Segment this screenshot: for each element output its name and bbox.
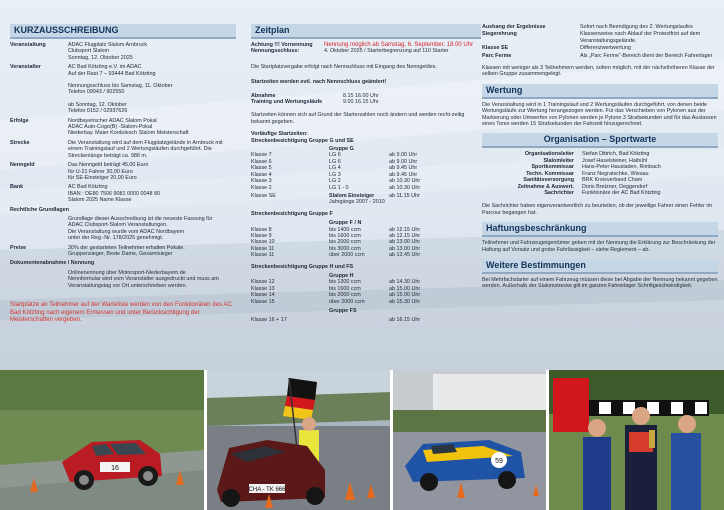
se-class: Klasse SE bbox=[251, 192, 276, 199]
class-name: Klasse 14 bbox=[251, 292, 275, 299]
org-role: Sachrichter bbox=[544, 189, 574, 196]
info-row bbox=[10, 162, 236, 181]
info-line: Nennformular wird vom Veranstalter ausgedruckt und muss am bbox=[68, 276, 219, 283]
class-category: über 2000 ccm bbox=[329, 298, 365, 305]
se-row bbox=[251, 193, 481, 206]
info-value bbox=[68, 42, 236, 61]
result-row bbox=[482, 31, 718, 44]
class-category: bis 1400 ccm bbox=[329, 226, 361, 233]
info-label: Erfolge bbox=[10, 117, 29, 124]
heading-text: KURZAUSSCHREIBUNG bbox=[14, 25, 119, 35]
class-category: LG 6 bbox=[329, 158, 341, 165]
info-line: Gruppensieger, Beste Dame, Gesamtsieger bbox=[68, 250, 173, 257]
info-label: Veranstaltung bbox=[10, 42, 46, 48]
class-time: ab 15.00 Uhr bbox=[389, 285, 421, 292]
class-time: ab 9.00 Uhr bbox=[389, 158, 418, 165]
info-row bbox=[10, 260, 236, 266]
class-time: ab 10.30 Uhr bbox=[389, 178, 421, 185]
class-category: LG 1 - 0 bbox=[329, 184, 349, 191]
info-label: Preise bbox=[10, 244, 27, 251]
class-name: Klasse 2 bbox=[251, 184, 272, 191]
class-name: Klasse 5 bbox=[251, 165, 272, 172]
schedule-label: Training und Wertungsläufe bbox=[251, 99, 323, 106]
info-row bbox=[10, 140, 236, 159]
heading-text: Zeitplan bbox=[255, 25, 290, 35]
info-line: für U-21 Fahrer 30,00 Euro bbox=[68, 168, 133, 175]
info-row bbox=[10, 42, 236, 61]
result-row bbox=[482, 45, 718, 51]
info-line: 30% der gestarteten Teilnehmer erhalten Pokale. bbox=[68, 244, 185, 251]
info-line: Veranstaltungstag vor Ort unterschrieben werden. bbox=[68, 282, 187, 289]
blue-yellow-car-image bbox=[393, 370, 549, 510]
org-role: Techn. Kommissar bbox=[526, 170, 574, 177]
info-line: ADAC Clubsport-Slalom Veranstaltungen. bbox=[68, 222, 168, 229]
group-h-table bbox=[251, 279, 481, 305]
section-heading-kurzausschreibung bbox=[10, 24, 236, 39]
org-role: Slalomleiter bbox=[543, 157, 574, 164]
org-name: Funktionäre der AC Bad Kötzting bbox=[582, 189, 661, 196]
org-name: Franz Negratschke, Wiesau bbox=[582, 170, 649, 177]
license-plate: CHA - TK 666 bbox=[248, 487, 286, 493]
class-time: ab 9.45 Uhr bbox=[389, 165, 418, 172]
info-line: Nennungsschluss bis Samstag, 11. Oktober bbox=[68, 83, 173, 90]
info-line: ADAC Flugplatz Slalom Arnbruck bbox=[68, 42, 148, 48]
section-heading-zeitplan bbox=[251, 24, 481, 39]
class-category bbox=[329, 317, 389, 323]
class-name: Klasse 6 bbox=[251, 158, 272, 165]
weitere-text: Bei Mehrfachstarter auf einem Fahrzeug müssen diese bei Abgabe der Nennung bekannt gegeben werden. Außerhalb der Slalomstrecke gilt im ganzen Fahrerlager Schrittgeschwindigkeit. bbox=[482, 276, 718, 290]
result-value: Differenzwertwertung bbox=[580, 45, 631, 52]
haftung-text: Teilnehmer und Fahrzeugeigentümer geben mit der Nennung die Erklärung zur Beschränkung der Haftung auf Vorsatz und grobe Fahrlässigkeit – siehe Reglement – ab. bbox=[482, 240, 716, 253]
besichtigung-h-fs: Streckenbesichtigung Gruppe H und FS bbox=[251, 263, 354, 270]
photo-podium bbox=[546, 370, 724, 510]
info-line: AC Bad Kötzting e.V. im ADAC bbox=[68, 64, 142, 71]
se-years: Jahrgänge 2007 - 2010 bbox=[329, 199, 385, 206]
info-line: Nordbayerischer ADAC Slalom Pokal bbox=[68, 117, 157, 124]
info-row bbox=[10, 270, 236, 289]
org-name: Doris Bretzner, Deggendorf bbox=[582, 183, 648, 190]
info-line: Niederbay. Maier Kordulesch Slalom Meisterschaft bbox=[68, 130, 189, 137]
heading-text: Wertung bbox=[486, 84, 523, 95]
info-value bbox=[68, 270, 236, 289]
class-name: Klasse 9 bbox=[251, 232, 272, 239]
result-label: Klasse SE bbox=[482, 45, 509, 52]
info-line: Sonntag, 12. Oktober 2025 bbox=[68, 54, 133, 61]
achtung-label: Achtung !!! Vornennung bbox=[251, 42, 313, 48]
result-value: Als „Parc Ferme“-Bereich dient der Bereich Fahrerlager bbox=[580, 52, 713, 59]
vorlaeufige-title: Vorläufige Startzeiten: bbox=[251, 131, 308, 138]
info-label: Veranstalter bbox=[10, 64, 41, 71]
class-category: LG 2 bbox=[329, 178, 341, 185]
mercedes-start-image bbox=[207, 370, 393, 510]
info-row bbox=[10, 118, 236, 137]
org-name: BRK Kreisverband Cham bbox=[582, 177, 643, 184]
group-g-label: Gruppe G bbox=[329, 146, 354, 153]
class-name: Klasse 4 bbox=[251, 171, 272, 178]
class-name: Klasse 11 bbox=[251, 252, 275, 259]
group-g-table bbox=[251, 152, 481, 190]
class-time: ab 10.30 Uhr bbox=[389, 184, 421, 191]
photo-strip bbox=[0, 370, 724, 510]
class-category: LG 6 bbox=[329, 152, 341, 159]
column-left bbox=[10, 0, 236, 324]
org-row bbox=[482, 190, 718, 196]
info-value bbox=[68, 216, 236, 242]
group-h-label: Gruppe H bbox=[329, 272, 354, 279]
class-category: LG 3 bbox=[329, 171, 341, 178]
info-row bbox=[10, 207, 236, 213]
info-value bbox=[68, 184, 236, 203]
se-time: ab 11.15 Uhr bbox=[389, 192, 420, 199]
class-category: bis 2000 ccm bbox=[329, 239, 361, 246]
nennschluss-label: Nennungsschluss: bbox=[251, 48, 300, 55]
heading-text: Organisation – Sportwarte bbox=[543, 134, 657, 145]
class-category: bis 1600 ccm bbox=[329, 232, 361, 239]
info-label bbox=[10, 216, 68, 242]
start-number-right: 59 bbox=[495, 458, 503, 465]
red-hatchback-image bbox=[0, 370, 204, 510]
info-line: Streckenlänge beträgt ca. 988 m. bbox=[68, 152, 148, 159]
schedule-row bbox=[251, 99, 481, 105]
info-label: Nenngeld bbox=[10, 162, 35, 169]
besichtigung-g-se: Streckenbesichtigung Gruppe G und SE bbox=[251, 137, 354, 144]
class-name: Klasse 13 bbox=[251, 285, 275, 292]
red-note: Startplätze an Teilnehmer auf der Warteliste werden von den Funktionären des AC Bad Kötzting nach eigenem Ermessen und unter Berücksichtigung der Meisterschaften vergeben. bbox=[10, 301, 232, 324]
startzeiten-note: Startzeiten werden evtl. nach Nennschluss geändert! bbox=[251, 79, 387, 86]
group-fs-label: Gruppe FS bbox=[329, 308, 357, 314]
info-line: Grundlage dieser Ausschreibung ist die neueste Fassung für bbox=[68, 215, 213, 222]
startzeiten-change-text: Startzeiten können sich auf Grund der Starterzahlen noch ändern und werden recht-zeitig bekannt gegeben. bbox=[251, 112, 465, 125]
info-label bbox=[10, 270, 68, 289]
class-time: ab 9.00 Uhr bbox=[389, 152, 418, 159]
info-line: Die Veranstaltung wurde vom ADAC Nordbayern bbox=[68, 228, 185, 235]
info-line: Telefon 09943 / 902550 bbox=[68, 89, 125, 96]
result-label: Siegerehrung bbox=[482, 31, 517, 38]
column-right bbox=[482, 0, 718, 290]
column-middle bbox=[251, 0, 481, 324]
class-time: ab 12.15 Uhr bbox=[389, 232, 421, 239]
result-value: Sofort nach Beendigung des 2. Wertungslaufes bbox=[580, 24, 693, 30]
heading-text: Haftungsbeschränkung bbox=[486, 223, 587, 234]
photo-blue-yellow-car bbox=[390, 370, 549, 510]
info-value bbox=[68, 245, 236, 258]
info-line: Die Veranstaltung wird auf dem Flugplatzgelände in Arnbruck mit bbox=[68, 139, 223, 146]
startplatz-text: Die Startplatzvergabe erfolgt nach Nennschluss mit Eingang des Nenngeldes. bbox=[251, 63, 437, 70]
org-role: Sanitätsversorgung bbox=[523, 177, 574, 184]
info-line: ADAC Auto-Cogo(B) -Slalom-Pokal bbox=[68, 124, 153, 131]
podium-image bbox=[549, 370, 724, 510]
class-name: Klasse 16 + 17 bbox=[251, 317, 287, 324]
info-line: ab Sonntag, 12. Oktober bbox=[68, 101, 127, 108]
class-name: Klasse 11 bbox=[251, 245, 275, 252]
class-category: LG 4 bbox=[329, 165, 341, 172]
info-value bbox=[68, 64, 236, 114]
info-label: Dokumentenabnahme / Nennung bbox=[10, 260, 95, 267]
info-line: für SE-Einsteiger 20,00 Euro bbox=[68, 174, 137, 181]
organisation-note: Die Sachrichter haben eigenverantwortlich zu beurteilen, ob der jeweilige Fahrer einen Fehler im Parcour begangen hat. bbox=[482, 203, 713, 216]
besichtigung-f: Streckenbesichtigung Gruppe F bbox=[251, 210, 333, 217]
org-role: Sportkommissar bbox=[531, 164, 574, 171]
org-role: Organisationsleiter bbox=[524, 151, 574, 158]
organisation-list bbox=[482, 151, 718, 196]
schedule-time: 8.15 16.00 Uhr bbox=[343, 92, 379, 99]
class-time: ab 9.45 Uhr bbox=[389, 171, 418, 178]
result-label: Aushang der Ergebnisse bbox=[482, 24, 546, 30]
info-line: Auf der Rast 7 – 93444 Bad Kötzting bbox=[68, 70, 156, 77]
kurzausschreibung-list bbox=[10, 42, 236, 289]
start-number-left: 16 bbox=[111, 465, 119, 472]
org-name: Stefan Dittrich, Bad Kötzting bbox=[582, 151, 650, 158]
schedule-time: 9.00 16.15 Uhr bbox=[343, 99, 379, 106]
class-time: ab 14.30 Uhr bbox=[389, 279, 421, 286]
class-time: ab 16.15 Uhr bbox=[389, 317, 421, 324]
group-fs-table bbox=[251, 317, 481, 323]
section-heading-organisation bbox=[482, 133, 718, 148]
info-line: Clubsport Slalom bbox=[68, 48, 110, 55]
info-label: Strecke bbox=[10, 139, 30, 146]
section-heading-haftung bbox=[482, 222, 718, 237]
class-name: Klasse 7 bbox=[251, 152, 272, 159]
group-fn-label: Gruppe F / N bbox=[329, 220, 362, 227]
result-row bbox=[482, 24, 718, 30]
class-time: ab 12.15 Uhr bbox=[389, 226, 421, 233]
info-value bbox=[68, 162, 236, 181]
photo-red-hatchback bbox=[0, 370, 204, 510]
info-label: Bank bbox=[10, 184, 24, 191]
photo-mercedes-start bbox=[204, 370, 393, 510]
class-time: ab 15.30 Uhr bbox=[389, 298, 421, 305]
class-category: über 2000 ccm bbox=[329, 252, 365, 259]
result-row bbox=[482, 53, 718, 59]
info-line: AC Bad Kötzting bbox=[68, 184, 108, 191]
class-time: ab 13.45 Uhr bbox=[389, 252, 421, 259]
class-name: Klasse 10 bbox=[251, 239, 275, 246]
info-line: Onlinenennung über Motorsport-Niederbayern.de bbox=[68, 269, 186, 276]
org-name: Hans-Peter Hausladen, Rimbach bbox=[582, 164, 661, 171]
info-line: Telefon 0152 / 02937626 bbox=[68, 108, 128, 115]
schedule-label: Abnahme bbox=[251, 92, 276, 99]
result-label: Parc Ferme bbox=[482, 52, 512, 59]
info-line: Das Nenngeld beträgt 45,00 Euro bbox=[68, 162, 149, 169]
results-list bbox=[482, 24, 718, 59]
heading-text: Weitere Bestimmungen bbox=[486, 259, 586, 270]
class-name: Klasse 12 bbox=[251, 279, 275, 286]
info-row bbox=[10, 216, 236, 242]
class-time: ab 13.00 Uhr bbox=[389, 239, 421, 246]
info-row bbox=[10, 184, 236, 203]
info-row bbox=[10, 245, 236, 258]
info-label: Rechtliche Grundlagen bbox=[10, 206, 70, 213]
info-value bbox=[68, 118, 236, 137]
result-value: Klassenweise nach Ablauf der Protestfrist auf dem Veranstaltungsgelände. bbox=[580, 31, 701, 44]
class-category: bis 3000 ccm bbox=[329, 245, 361, 252]
class-name: Klasse 3 bbox=[251, 178, 272, 185]
info-line: unter der Reg.-Nr. 178/2025 genehmigt. bbox=[68, 235, 164, 242]
class-time: ab 15.00 Uhr bbox=[389, 292, 421, 299]
class-category: bis 1300 ccm bbox=[329, 279, 361, 286]
info-line: einem Trainingslauf und 2 Wertungsläufen durchgeführt. Die bbox=[68, 146, 212, 153]
results-note: Klassen mit weniger als 3 Teilnehmern werden, sofern möglich, mit der nächsthöheren Klasse der selben Gruppe zusammengelegt. bbox=[482, 65, 715, 78]
nennschluss-row bbox=[251, 48, 481, 54]
org-role: Zeitnahme & Auswert. bbox=[517, 183, 574, 190]
achtung-value: Nennung möglich ab Samstag, 6. September, 18.00 Uhr bbox=[324, 42, 474, 48]
class-category: bis 1600 ccm bbox=[329, 285, 361, 292]
class-name: Klasse 15 bbox=[251, 298, 275, 305]
section-heading-wertung bbox=[482, 84, 718, 99]
section-heading-weitere bbox=[482, 259, 718, 274]
nennschluss-value: 4. Oktober 2025 / Starterbegrenzung auf 110 Starter bbox=[324, 48, 449, 55]
class-name: Klasse 8 bbox=[251, 226, 272, 233]
info-row bbox=[10, 64, 236, 114]
info-line: IBAN : DE80 7506 9081 0000 0048 80 bbox=[68, 190, 161, 197]
info-value bbox=[68, 140, 236, 159]
class-category: bis 2000 ccm bbox=[329, 292, 361, 299]
info-line: Slalom 2025 Name Klasse bbox=[68, 197, 132, 204]
class-time: ab 13.00 Uhr bbox=[389, 245, 421, 252]
se-category: Slalom Einsteiger bbox=[329, 192, 375, 199]
group-fn-table bbox=[251, 227, 481, 259]
wertung-text: Die Veranstaltung wird in 1 Trainingslauf und 2 Wertungsläufen durchgeführt, von denen beide Wertungsläufe zur Wertung herangezogen werden. Für das Verschieben von Pylonen aus der Markierung oder Umwerfen von Pylonen werden je Pylone 3 Strafsekunden und für das Auslassen eines Tores werden 15 Strafsekunden der Fahrzeit hinzugerechnet. bbox=[482, 101, 717, 128]
org-name: Josef Haselsteiner, Haibühl bbox=[582, 157, 648, 164]
schedule-list bbox=[251, 93, 481, 106]
